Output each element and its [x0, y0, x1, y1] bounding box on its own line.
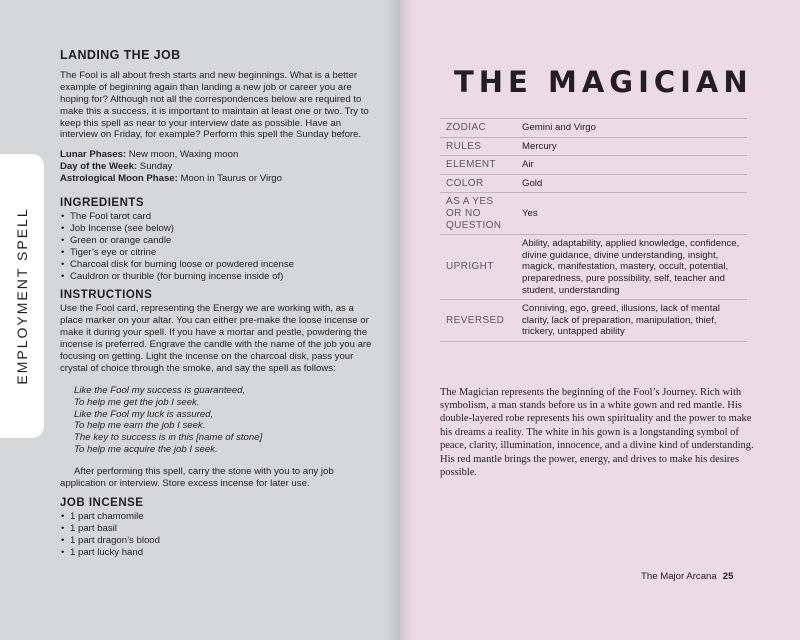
- row-key: ZODIAC: [440, 119, 516, 138]
- correspondence-table: [440, 118, 747, 342]
- list-item: • The Fool tarot card: [70, 211, 376, 223]
- spell-intro: The Fool is all about fresh starts and new beginnings. What is a better example of beginning again than landing a new job or career you are hoping for? Although not all the correspondences below are required to make this a success, it is important to maintain at least one or two. Try to keep this spell as near to your interview date as possible. Have an interview on Friday, for example? Perform this spell the Sunday before.: [60, 69, 369, 141]
- row-key: UPRIGHT: [440, 235, 516, 300]
- list-item: • Tiger’s eye or citrine: [70, 247, 376, 259]
- ingredients-heading: INGREDIENTS: [60, 197, 145, 210]
- row-value: Air: [516, 156, 747, 175]
- footer-section: The Major Arcana: [641, 571, 717, 582]
- list-item: • 1 part basil: [70, 523, 376, 535]
- list-item: • Cauldron or thurible (for burning incense inside of): [70, 271, 376, 283]
- row-key: AS A YES OR NO QUESTION: [440, 193, 516, 235]
- row-value: Conniving, ego, greed, illusions, lack of mental clarity, lack of preparation, manipulation, thief, trickery, untapped ability: [516, 300, 747, 342]
- incantation-line: To help me earn the job I seek.: [74, 420, 206, 432]
- meta-value: New moon, Waxing moon: [126, 149, 239, 161]
- row-key: ELEMENT: [440, 156, 516, 175]
- side-tab-label: EMPLOYMENT SPELL: [14, 207, 30, 385]
- meta-label: Day of the Week:: [60, 161, 138, 173]
- row-value: Mercury: [516, 137, 747, 156]
- after-spell-text: After performing this spell, carry the stone with you to any job application or interview. Store excess incense for later use.: [60, 466, 334, 490]
- list-item: • Charcoal disk for burning loose or powdered incense: [70, 259, 376, 271]
- table-row: [440, 119, 747, 138]
- incantation-line: The key to success is in this [name of stone]: [74, 432, 263, 444]
- page-footer: [641, 571, 733, 582]
- ingredients-list: [60, 211, 376, 282]
- list-item: • 1 part dragon’s blood: [70, 535, 376, 547]
- page-number: 25: [722, 571, 734, 582]
- meta-label: Astrological Moon Phase:: [60, 173, 178, 185]
- row-value: Gold: [516, 174, 747, 193]
- card-title: THE MAGICIAN: [454, 65, 753, 100]
- day-of-week-line: [60, 161, 376, 173]
- lunar-phases-line: [60, 149, 376, 161]
- table-row: [440, 174, 747, 193]
- instructions-heading: INSTRUCTIONS: [60, 289, 153, 302]
- row-value: Gemini and Virgo: [516, 119, 747, 138]
- list-item: • 1 part chamomile: [70, 511, 376, 523]
- row-value: Ability, adaptability, applied knowledge, confidence, divine guidance, divine understanding, insight, magick, manifestation, mastery, occult, potential, preparedness, pure possibility, self, teacher and student, understanding: [516, 235, 747, 300]
- incantation-line: Like the Fool my luck is assured,: [74, 408, 214, 420]
- table-row: [440, 137, 747, 156]
- incantation-line: To help me get the job I seek.: [74, 396, 200, 408]
- list-item: • 1 part lucky hand: [70, 547, 376, 559]
- table-row: [440, 235, 747, 300]
- meta-label: Lunar Phases:: [60, 149, 127, 161]
- spell-title: LANDING THE JOB: [60, 48, 181, 62]
- table-row: [440, 156, 747, 175]
- table-row: [440, 300, 747, 342]
- spell-content: [60, 50, 376, 567]
- meta-value: Sunday: [137, 161, 173, 173]
- incantation-line: To help me acquire the job I seek.: [74, 444, 218, 456]
- instructions-text: Use the Fool card, representing the Energy we are working with, as a place marker on your altar. You can either pre-make the loose incense or make it during your spell. If you have a mortar and pestle, powdering the incense is preferred. Engrave the candle with the name of the job you are focusing on getting. Light the incense on the charcoal disk, pass your crystal of choice through the smoke, and say the spell as follows:: [60, 303, 372, 374]
- list-item: • Green or orange candle: [70, 235, 376, 247]
- incantation-line: Like the Fool my success is guaranteed,: [74, 384, 246, 396]
- table-row: [440, 193, 747, 235]
- row-key: COLOR: [440, 174, 516, 193]
- spell-correspondences: [60, 149, 376, 185]
- meta-value: Moon in Taurus or Virgo: [177, 173, 282, 185]
- card-description: The Magician represents the beginning of the Fool’s Journey. Rich with symbolism, a man stands before us in a white gown and red mantle. His double-layered robe represents his own spirituality and the power to make his dreams a reality. The white in his gown is a longstanding symbol of peace, clarity, illumination, innocence, and a divine kind of understanding. His red mantle brings the power, energy, and drives to make his desires possible.: [440, 386, 754, 478]
- row-value: Yes: [516, 193, 747, 235]
- row-key: REVERSED: [440, 300, 516, 342]
- list-item: • Job Incense (see below): [70, 223, 376, 235]
- moon-phase-line: [60, 173, 376, 185]
- spell-incantation: [74, 385, 376, 456]
- job-incense-heading: JOB INCENSE: [60, 497, 144, 509]
- job-incense-list: [60, 511, 376, 559]
- row-key: RULES: [440, 137, 516, 156]
